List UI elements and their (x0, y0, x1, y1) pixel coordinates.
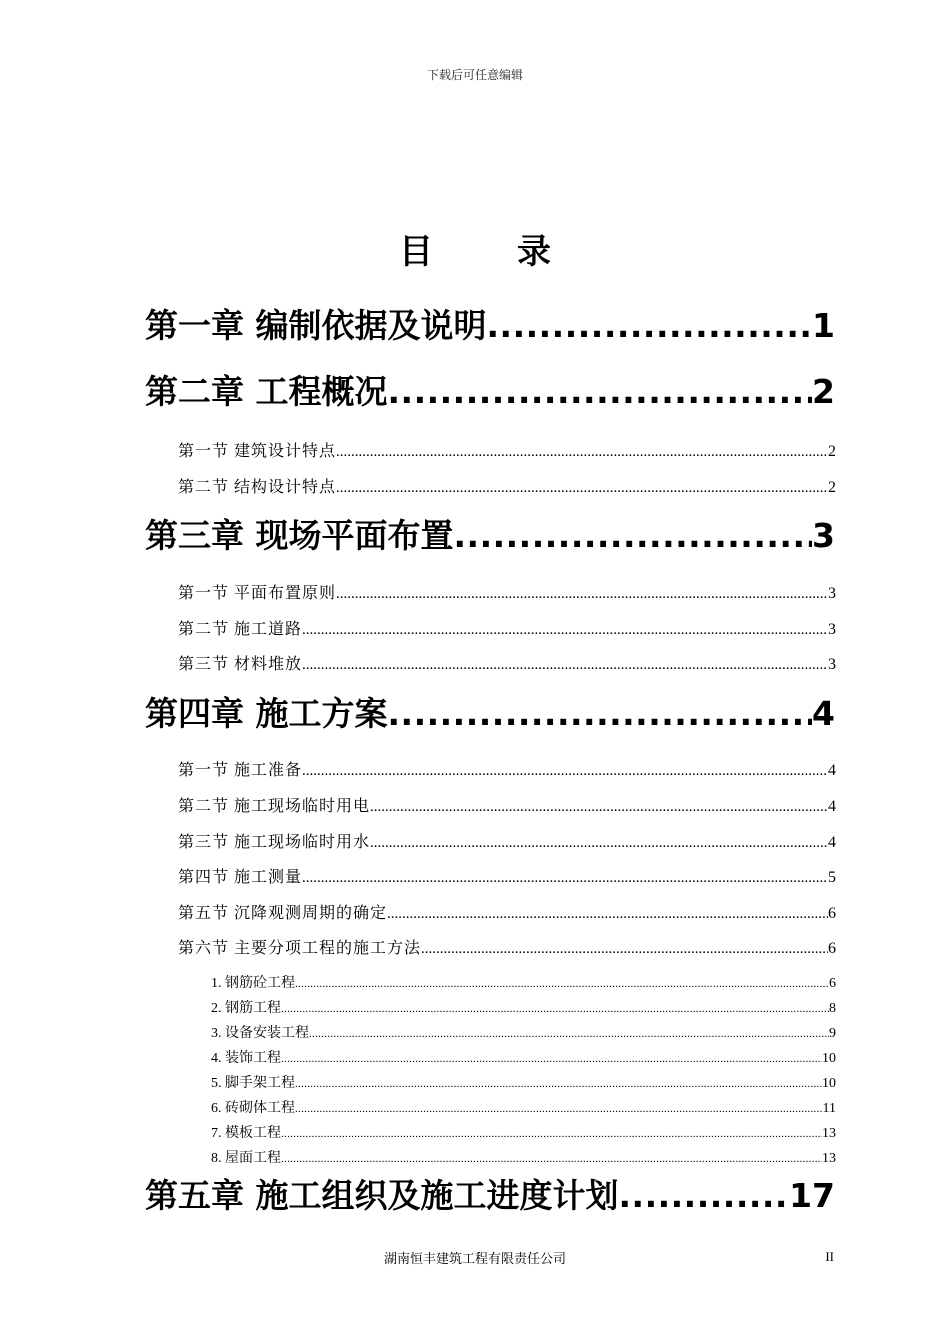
toc-chapter-label: 第四章 施工方案 (145, 694, 388, 733)
toc-item[interactable] (211, 1022, 836, 1041)
toc-item[interactable] (211, 1047, 836, 1066)
toc-item-label: 8. 屋面工程 (211, 1151, 281, 1166)
leader-dots (454, 516, 813, 555)
toc-item-label: 3. 设备安装工程 (211, 1026, 309, 1041)
toc-chapter-label: 第一章 编制依据及说明 (145, 306, 487, 345)
toc-page-number: 6 (828, 905, 836, 922)
toc-item-label: 6. 砖砌体工程 (211, 1101, 295, 1116)
toc-page-number: 4 (828, 762, 836, 779)
toc-section[interactable] (178, 474, 836, 496)
toc-item-label: 7. 模板工程 (211, 1126, 281, 1141)
toc-title-right: 录 (517, 232, 551, 272)
toc-section-label: 第一节 平面布置原则 (178, 585, 337, 602)
toc-chapter-label: 第二章 工程概况 (145, 372, 388, 411)
toc-chapter-label: 第三章 现场平面布置 (145, 516, 454, 555)
toc-page-number: 9 (829, 1026, 836, 1041)
toc-page-number: 2 (828, 479, 836, 496)
leader-dots (370, 799, 828, 816)
leader-dots (387, 906, 828, 923)
toc-section[interactable] (178, 616, 836, 638)
toc-page-number: 13 (822, 1126, 836, 1141)
leader-dots (281, 1003, 829, 1015)
header-note: 下载后可任意编辑 (426, 68, 523, 82)
toc-page-number: 2 (812, 372, 835, 411)
toc-page-number: 1 (812, 306, 835, 345)
toc-page-number: 10 (822, 1051, 836, 1066)
toc-page-number: 5 (828, 869, 836, 886)
leader-dots (302, 763, 828, 780)
toc-item-label: 5. 脚手架工程 (211, 1076, 295, 1091)
leader-dots (336, 586, 828, 603)
toc-chapter-label: 第五章 施工组织及施工进度计划 (145, 1176, 619, 1215)
toc-page-number: 4 (828, 834, 836, 851)
leader-dots (281, 1153, 822, 1165)
toc-section[interactable] (178, 580, 836, 602)
leader-dots (281, 1128, 822, 1140)
leader-dots (370, 835, 828, 852)
toc-section-label: 第一节 施工准备 (178, 762, 303, 779)
toc-section[interactable] (178, 793, 836, 815)
toc-page-number: 2 (828, 443, 836, 460)
toc-page-number: 6 (828, 940, 836, 957)
toc-section-label: 第四节 施工测量 (178, 869, 303, 886)
toc-section[interactable] (178, 757, 836, 779)
toc-item[interactable] (211, 1072, 836, 1091)
toc-page-number: 11 (822, 1101, 836, 1116)
toc-item[interactable] (211, 997, 836, 1016)
toc-section[interactable] (178, 900, 836, 922)
toc-section-label: 第六节 主要分项工程的施工方法 (178, 940, 422, 957)
leader-dots (295, 1103, 823, 1115)
leader-dots (421, 941, 828, 958)
toc-section-label: 第三节 施工现场临时用水 (178, 834, 371, 851)
toc-section[interactable] (178, 438, 836, 460)
toc-section-label: 第三节 材料堆放 (178, 656, 303, 673)
toc-item-label: 4. 装饰工程 (211, 1051, 281, 1066)
leader-dots (388, 694, 813, 733)
leader-dots (388, 372, 813, 411)
leader-dots (487, 306, 813, 345)
leader-dots (281, 1053, 822, 1065)
leader-dots (309, 1028, 829, 1040)
toc-chapter-1[interactable] (145, 300, 835, 344)
toc-section[interactable] (178, 935, 836, 957)
toc-section-label: 第二节 施工现场临时用电 (178, 798, 371, 815)
toc-page-number: 3 (828, 656, 836, 673)
toc-chapter-5[interactable] (145, 1170, 835, 1214)
toc-page-number: 8 (829, 1001, 836, 1016)
toc-section-label: 第五节 沉降观测周期的确定 (178, 905, 388, 922)
toc-section-label: 第二节 施工道路 (178, 621, 303, 638)
leader-dots (295, 978, 829, 990)
toc-chapter-3[interactable] (145, 510, 835, 554)
leader-dots (619, 1176, 790, 1215)
toc-page-number: 17 (789, 1176, 835, 1215)
toc-page-number: 4 (812, 694, 835, 733)
toc-page-number: 3 (828, 585, 836, 602)
toc-section[interactable] (178, 864, 836, 886)
leader-dots (302, 622, 828, 639)
toc-section-label: 第二节 结构设计特点 (178, 479, 337, 496)
toc-title (0, 224, 950, 273)
leader-dots (336, 480, 828, 497)
leader-dots (336, 444, 828, 461)
toc-item-label: 1. 钢筋砼工程 (211, 976, 295, 991)
toc-item[interactable] (211, 972, 836, 991)
toc-page-number: 3 (828, 621, 836, 638)
toc-item[interactable] (211, 1147, 836, 1166)
footer-company: 湖南恒丰建筑工程有限责任公司 (383, 1251, 566, 1266)
toc-section-label: 第一节 建筑设计特点 (178, 443, 337, 460)
toc-title-left: 目 (399, 232, 433, 272)
toc-section[interactable] (178, 829, 836, 851)
toc-item[interactable] (211, 1122, 836, 1141)
toc-section[interactable] (178, 651, 836, 673)
leader-dots (295, 1078, 822, 1090)
toc-item[interactable] (211, 1097, 836, 1116)
toc-page-number: 6 (829, 976, 836, 991)
leader-dots (302, 870, 828, 887)
toc-chapter-4[interactable] (145, 688, 835, 732)
toc-page-number: 13 (822, 1151, 836, 1166)
toc-page-number: 10 (822, 1076, 836, 1091)
toc-item-label: 2. 钢筋工程 (211, 1001, 281, 1016)
toc-chapter-2[interactable] (145, 366, 835, 410)
toc-page-number: 4 (828, 798, 836, 815)
footer-page-number: II (825, 1249, 834, 1264)
leader-dots (302, 657, 828, 674)
toc-page-number: 3 (812, 516, 835, 555)
